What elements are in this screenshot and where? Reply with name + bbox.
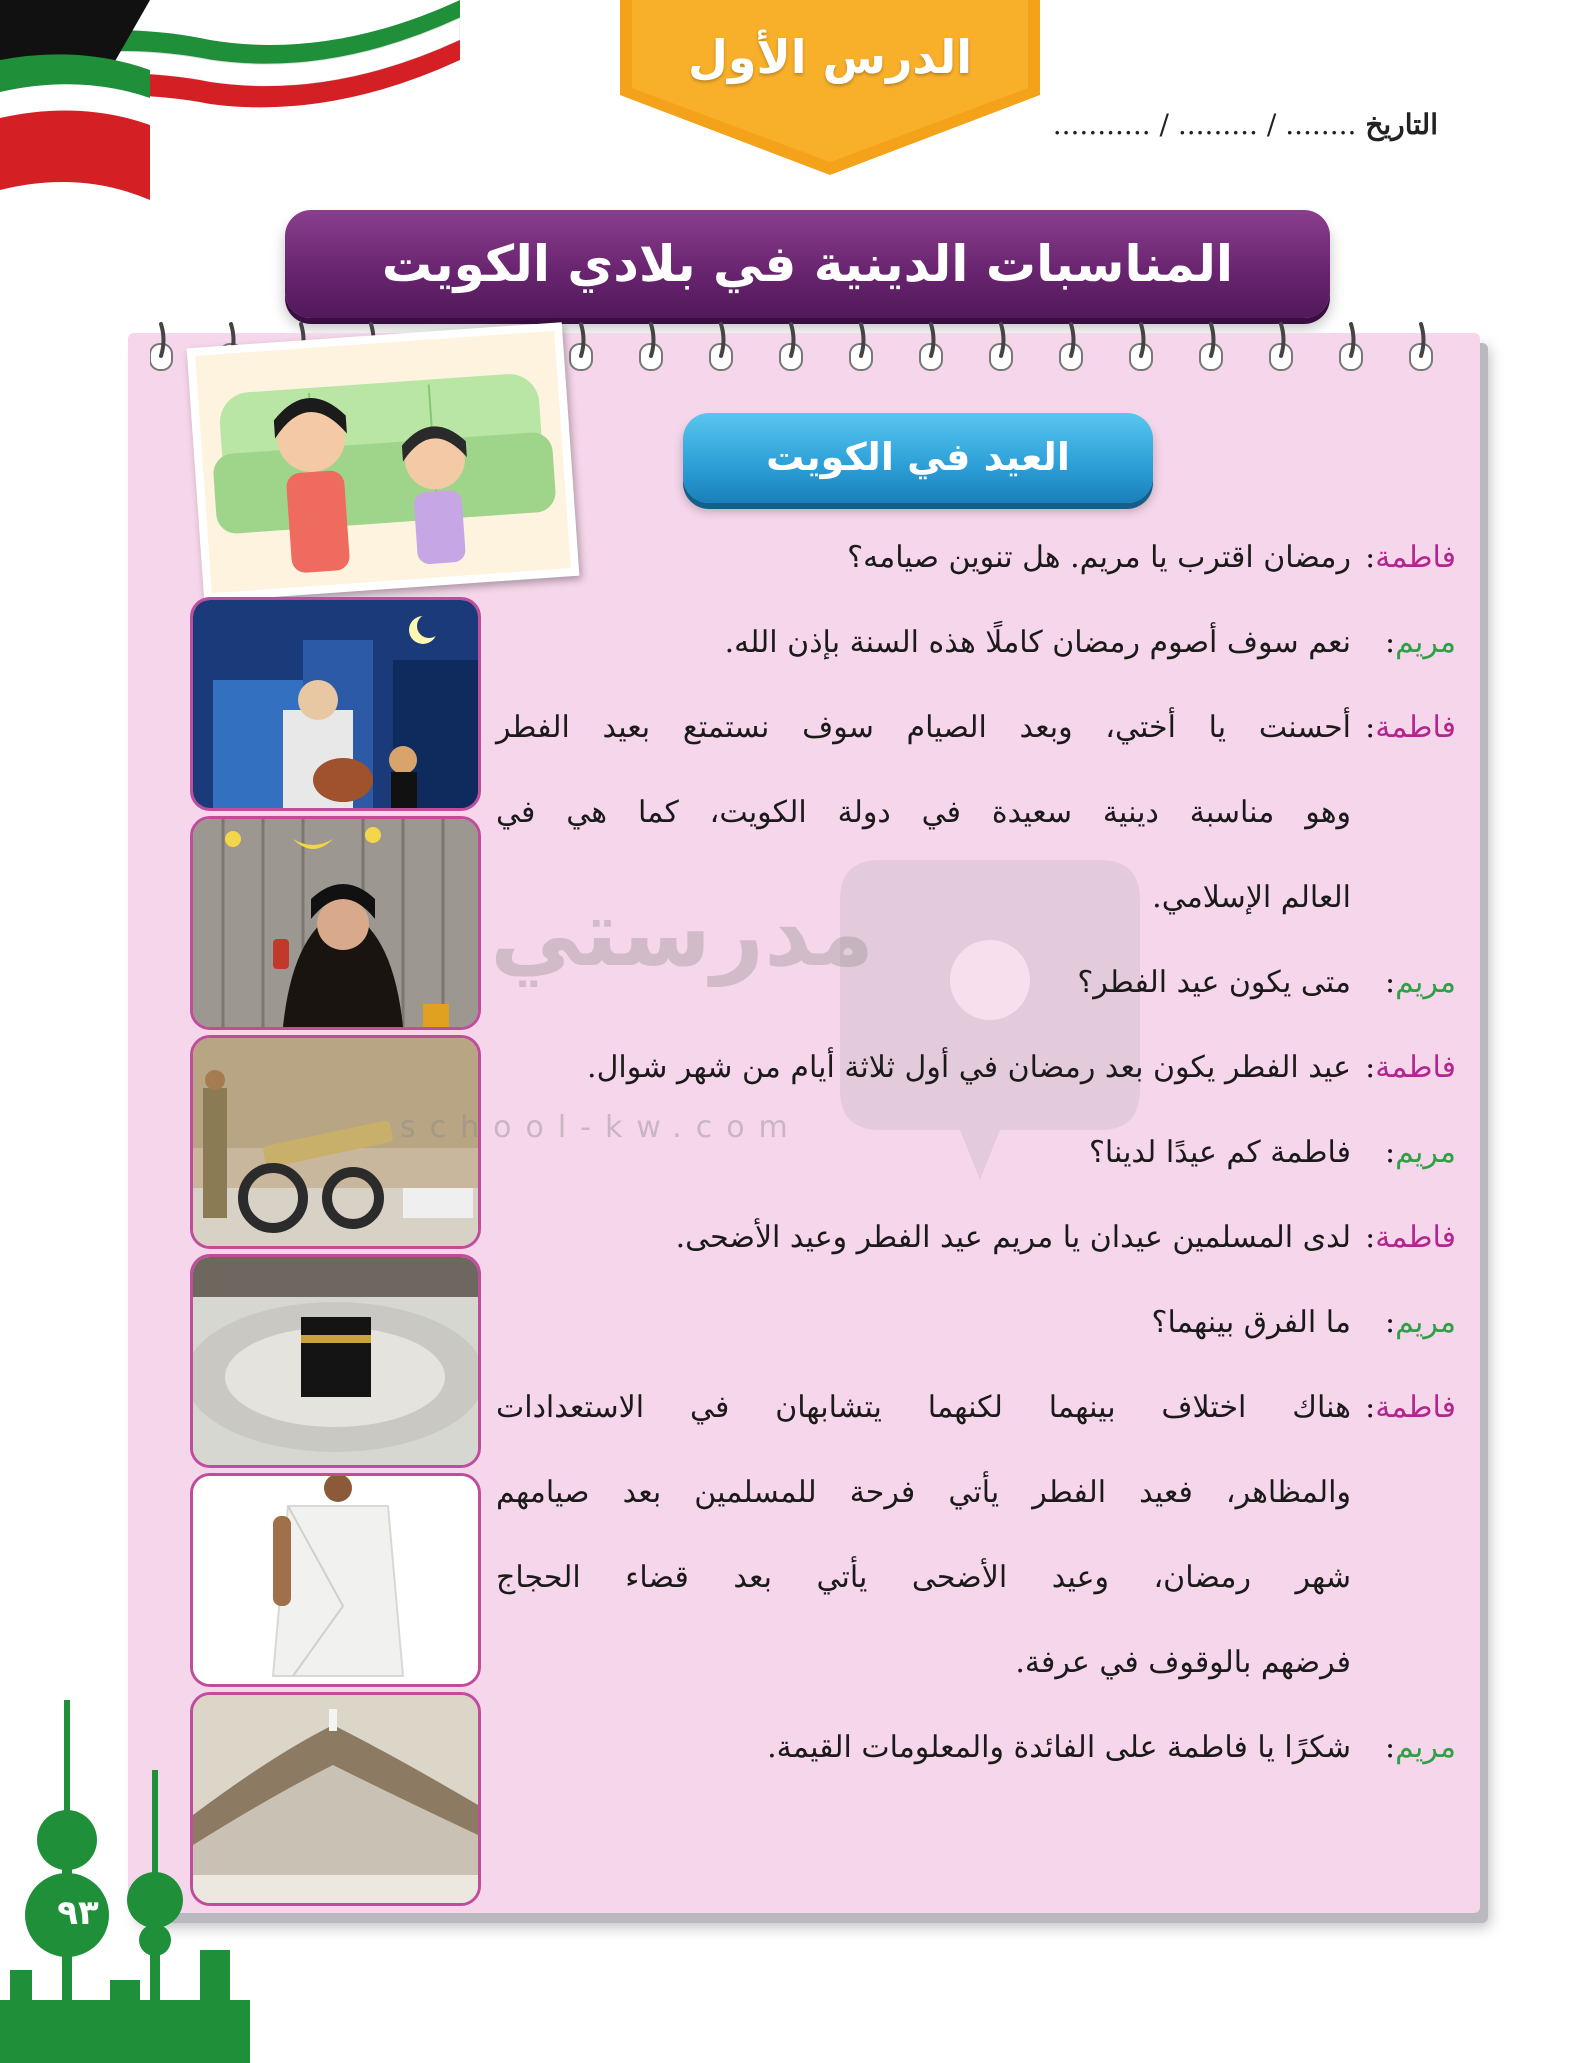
kaaba-pilgrims-photo <box>190 1254 481 1468</box>
speaker-name: فاطمة <box>1375 1050 1456 1085</box>
speaker-name: فاطمة <box>1375 540 1456 575</box>
speaker-mariam: مريم: <box>1384 625 1456 660</box>
watermark-text: مدرستي <box>490 880 875 987</box>
girl-with-lantern-photo <box>190 816 481 1030</box>
speaker-mariam: مريم: <box>1384 1305 1456 1340</box>
dialog-text: شكرًا يا فاطمة على الفائدة والمعلومات القيمة. <box>767 1730 1351 1765</box>
musaharati-drummer-night-illustration <box>190 597 481 811</box>
dialog-line <box>496 515 1456 600</box>
speaker-fatima: فاطمة: <box>1365 710 1456 745</box>
speaker-fatima: فاطمة: <box>1365 540 1456 575</box>
speaker-fatima: فاطمة: <box>1365 1050 1456 1085</box>
dialog-line <box>496 1280 1456 1365</box>
speaker-mariam: مريم: <box>1384 965 1456 1000</box>
dialog-line <box>496 770 1456 855</box>
dialog-text: العالم الإسلامي. <box>1152 880 1351 915</box>
dialog-line <box>496 1195 1456 1280</box>
dialog-line <box>496 1535 1456 1620</box>
speaker-name: فاطمة <box>1375 1220 1456 1255</box>
kuwait-towers-icon <box>0 1700 250 2063</box>
speaker-name: مريم <box>1395 1305 1456 1340</box>
dialog-line <box>496 940 1456 1025</box>
dialog-line <box>496 1110 1456 1195</box>
date-label: التاريخ <box>1365 108 1438 141</box>
date-line <box>1053 108 1438 141</box>
dialog-text: ما الفرق بينهما؟ <box>1151 1305 1351 1340</box>
speaker-name: مريم <box>1395 625 1456 660</box>
dialog-text: فاطمة كم عيدًا لدينا؟ <box>1088 1135 1351 1170</box>
dialog-text: لدى المسلمين عيدان يا مريم عيد الفطر وعيد الأضحى. <box>675 1220 1351 1255</box>
dialog-text: فرضهم بالوقوف في عرفة. <box>1015 1645 1351 1680</box>
dialog-text: هناك اختلاف بينهما لكنهما يتشابهان في الاستعدادات <box>496 1390 1351 1425</box>
date-blanks: ........ / ......... / ........... <box>1052 108 1357 141</box>
speaker-fatima: فاطمة: <box>1365 1220 1456 1255</box>
dialog-text: نعم سوف أصوم رمضان كاملًا هذه السنة بإذن الله. <box>724 625 1351 660</box>
dialog-line <box>496 1450 1456 1535</box>
speaker-mariam: مريم: <box>1384 1135 1456 1170</box>
dialog-text: رمضان اقترب يا مريم. هل تنوين صيامه؟ <box>847 540 1351 575</box>
dialog-text: عيد الفطر يكون بعد رمضان في أول ثلاثة أيام من شهر شوال. <box>587 1050 1351 1085</box>
dialog-line <box>496 855 1456 940</box>
ihram-garment-photo <box>190 1473 481 1687</box>
lesson-badge-shape <box>620 0 1040 175</box>
lesson-badge-title: الدرس الأول <box>687 30 973 84</box>
dialog-text: وهو مناسبة دينية سعيدة في دولة الكويت، كما هي في <box>496 795 1351 830</box>
dialog-line <box>496 600 1456 685</box>
section-subtitle: العيد في الكويت <box>683 413 1153 503</box>
speaker-name: مريم <box>1395 1135 1456 1170</box>
page-title: المناسبات الدينية في بلادي الكويت <box>285 210 1330 318</box>
kuwait-flag-ribbon-icon <box>0 0 460 210</box>
dialog-text: والمظاهر، فعيد الفطر يأتي فرحة للمسلمين بعد صيامهم <box>496 1475 1351 1510</box>
speaker-name: مريم <box>1395 1730 1456 1765</box>
page-number: ٩٣ <box>57 1893 99 1933</box>
watermark-url: school-kw.com <box>400 1110 802 1145</box>
speaker-fatima: فاطمة: <box>1365 1390 1456 1425</box>
dialog-text: أحسنت يا أختي، وبعد الصيام سوف نستمتع بعيد الفطر <box>496 710 1351 745</box>
speaker-name: مريم <box>1395 965 1456 1000</box>
speaker-name: فاطمة <box>1375 710 1456 745</box>
speaker-mariam: مريم: <box>1384 1730 1456 1765</box>
dialog-line <box>496 1705 1456 1790</box>
dialog-text: متى يكون عيد الفطر؟ <box>1077 965 1351 1000</box>
dialog-line <box>496 685 1456 770</box>
dialog-text: شهر رمضان، وعيد الأضحى يأتي بعد قضاء الحجاج <box>496 1560 1351 1595</box>
dialog-line <box>496 1365 1456 1450</box>
dialog-container <box>496 515 1456 1790</box>
speaker-name: فاطمة <box>1375 1390 1456 1425</box>
dialog-line <box>496 1620 1456 1705</box>
dialog-line <box>496 1025 1456 1110</box>
